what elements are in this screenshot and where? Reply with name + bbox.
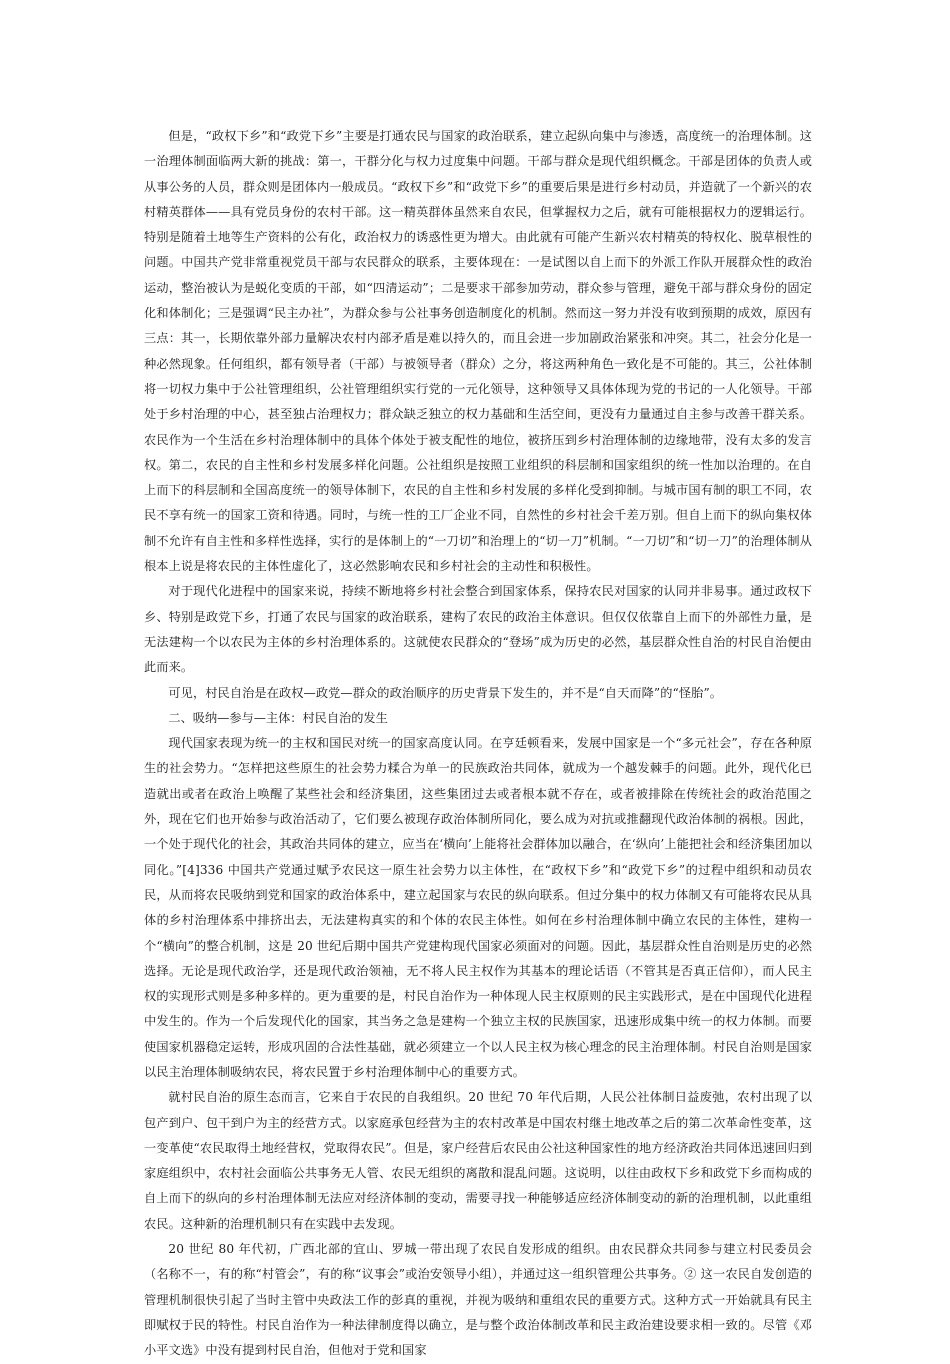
body-paragraph: 但是，“政权下乡”和“政党下乡”主要是打通农民与国家的政治联系，建立起纵向集中与渗透，高度统一的治理体制。这一治理体制面临两大新的挑战：第一，干群分化与权力过度集中问题。干部与群众是现代组织概念。干部是团体的负责人或从事公务的人员，群众则是团体内一般成员。“政权下乡”和“政党下乡”的重要后果是进行乡村动员，并造就了一个新兴的农村精英群体——具有党员身份的农村干部。这一精英群体虽然来自农民，但掌握权力之后，就有可能根据权力的逻辑运行。特别是随着土地等生产资料的公有化，政治权力的诱惑性更为增大。由此就有可能产生新兴农村精英的特权化、脱草根性的问题。中国共产党非常重视党员干部与农民群众的联系，主要体现在：一是试图以自上而下的外派工作队开展群众性的政治运动，整治被认为是蜕化变质的干部，如“四清运动”；二是要求干部参加劳动，群众参与管理，避免干部与群众身份的固定化和体制化；三是强调“民主办社”，为群众参与公社事务创造制度化的机制。然而这一努力并没有收到预期的成效，原因有三点：其一，长期依靠外部力量解决农村内部矛盾是难以持久的，而且会进一步加剧政治紧张和冲突。其二，社会分化是一种必然现象。任何组织，都有领导者（干部）与被领导者（群众）之分，将这两种角色一致化是不可能的。其三，公社体制将一切权力集中于公社管理组织，公社管理组织实行党的一元化领导，这种领导又具体体现为党的书记的一人化领导。干部处于乡村治理的中心，甚至独占治理权力；群众缺乏独立的权力基础和生活空间，更没有力量通过自主参与改善干群关系。农民作为一个生活在乡村治理体制中的具体个体处于被支配性的地位，被挤压到乡村治理体制的边缘地带，没有太多的发言权。第二，农民的自主性和乡村发展多样化问题。公社组织是按照工业组织的科层制和国家组织的统一性加以治理的。在自上而下的科层制和全国高度统一的领导体制下，农民的自主性和乡村发展的多样化受到抑制。与城市国有制的职工不同，农民不享有统一的国家工资和待遇。同时，与统一性的工厂企业不同，自然性的乡村社会千差万别。但自上而下的纵向集权体制不允许有自主性和多样性选择，实行的是体制上的“一刀切”和治理上的“切一刀”机制。“一刀切”和“切一刀”的治理体制从根本上说是将农民的主体性虚化了，这必然影响农民和乡村社会的主动性和积极性。 [144,129,812,574]
section-heading: 二、吸纳—参与—主体：村民自治的发生 [168,710,388,725]
document-page [144,124,812,1364]
body-paragraph: 就村民自治的原生态而言，它来自于农民的自我组织。20 世纪 70 年代后期，人民公社体制日益废弛，农村出现了以包产到户、包干到户为主的经营方式。以家庭承包经营为主的农村改革是中国农村继土地改革之后的第二次革命性变革，这一变革使“农民取得土地经营权，党取得农民”。但是，家户经营后农民由公社这种国家性的地方经济政治共同体迅速回归到家庭组织中，农村社会面临公共事务无人管、农民无组织的离散和混乱问题。这说明，以往由政权下乡和政党下乡而构成的自上而下的纵向的乡村治理体制无法应对经济体制的变动，需要寻找一种能够适应经济体制变动的新的治理机制，以此重组农民。这种新的治理机制只有在实践中去发现。 [144,1090,812,1231]
body-paragraph: 现代国家表现为统一的主权和国民对统一的国家高度认同。在亨廷顿看来，发展中国家是一个“多元社会”，存在各种原生的社会势力。“怎样把这些原生的社会势力糅合为单一的民族政治共同体，就成为一个越发棘手的问题。此外，现代化已造就出或者在政治上唤醒了某些社会和经济集团，这些集团过去或者根本就不存在，或者被排除在传统社会的政治范围之外，现在它们也开始参与政治活动了，它们要么被现存政治体制所同化，要么成为对抗或推翻现代政治体制的祸根。因此，一个处于现代化的社会，其政治共同体的建立，应当在‘横向’上能将社会群体加以融合，在‘纵向’上能把社会和经济集团加以同化。”[4]336 中国共产党通过赋予农民这一原生社会势力以主体性，在“政权下乡”和“政党下乡”的过程中组织和动员农民，从而将农民吸纳到党和国家的政治体系中，建立起国家与农民的纵向联系。但过分集中的权力体制又有可能将农民从具体的乡村治理体系中排挤出去，无法建构真实的和个体的农民主体性。如何在乡村治理体制中确立农民的主体性，建构一个“横向”的整合机制，这是 20 世纪后期中国共产党建构现代国家必须面对的问题。因此，基层群众性自治则是历史的必然选择。无论是现代政治学，还是现代政治领袖，无不将人民主权作为其基本的理论话语（不管其是否真正信仰），而人民主权的实现形式则是多种多样的。更为重要的是，村民自治作为一种体现人民主权原则的民主实践形式，是在中国现代化进程中发生的。作为一个后发现代化的国家，其当务之急是建构一个独立主权的民族国家，迅速形成集中统一的权力体制。而要使国家机器稳定运转，形成巩固的合法性基础，就必须建立一个以人民主权为核心理念的民主治理体制。村民自治则是国家以民主治理体制吸纳农民，将农民置于乡村治理体制中心的重要方式。 [144,736,812,1079]
body-paragraph: 20 世纪 80 年代初，广西北部的宜山、罗城一带出现了农民自发形成的组织。由农民群众共同参与建立村民委员会（名称不一，有的称“村管会”，有的称“议事会”或治安领导小组），并通过这一组织管理公共事务。② 这一农民自发创造的管理机制很快引起了当时主管中央政法工作的彭真的重视，并视为吸纳和重组农民的重要方式。这种方式一开始就具有民主即赋权于民的特性。村民自治作为一种法律制度得以确立，是与整个政治体制改革和民主政治建设要求相一致的。尽管《邓小平文选》中没有提到村民自治，但他对于党和国家 [144,1242,812,1358]
body-paragraph: 对于现代化进程中的国家来说，持续不断地将乡村社会整合到国家体系，保持农民对国家的认同并非易事。通过政权下乡、特别是政党下乡，打通了农民与国家的政治联系，建构了农民的政治主体意识。但仅仅依靠自上而下的外部性力量，是无法建构一个以农民为主体的乡村治理体系的。这就使农民群众的“登场”成为历史的必然，基层群众性自治的村民自治便由此而来。 [144,584,812,675]
body-paragraph: 可见，村民自治是在政权—政党—群众的政治顺序的历史背景下发生的，并不是“自天而降”的“怪胎”。 [168,685,723,700]
